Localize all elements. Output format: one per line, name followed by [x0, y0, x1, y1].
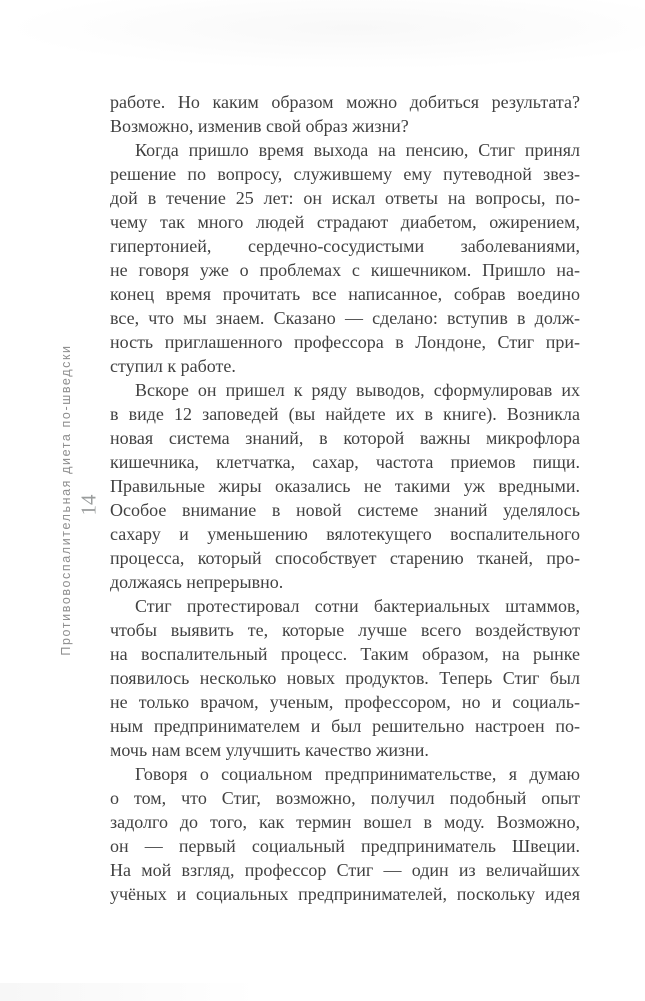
text-line: ным предпринимателем и был решительно настроен по-	[110, 716, 580, 736]
text-line: гипертонией, сердечно-сосудистыми заболеваниями,	[110, 236, 580, 256]
text-line: сахару и уменьшению вялотекущего воспалительного	[110, 524, 580, 544]
text-line: конец время прочитать все написанное, собрав воедино	[110, 284, 580, 304]
scan-artifact	[0, 983, 645, 1001]
text-line: Говоря о социальном предпринимательстве, я думаю	[135, 764, 580, 784]
scan-artifact	[0, 0, 645, 70]
body-text	[110, 90, 580, 906]
text-line: ность приглашенного профессора в Лондоне, Стиг при-	[110, 332, 580, 352]
text-line: На мой взгляд, профессор Стиг — один из величайших	[110, 860, 580, 880]
text-line: Особое внимание в новой системе знаний уделялось	[110, 500, 580, 520]
text-line: дой в течение 25 лет: он искал ответы на вопросы, по-	[110, 188, 580, 208]
text-line: работе. Но каким образом можно добиться результата?	[110, 92, 580, 112]
text-line: чему так много людей страдают диабетом, ожирением,	[110, 212, 580, 232]
text-line: новая система знаний, в которой важны микрофлора	[110, 428, 580, 448]
text-line: Вскоре он пришел к ряду выводов, сформулировав их	[135, 380, 580, 400]
text-line: не говоря уже о проблемах с кишечником. Пришло на-	[110, 260, 580, 280]
text-line: в виде 12 заповедей (вы найдете их в книге). Возникла	[110, 404, 580, 424]
text-line: Стиг протестировал сотни бактериальных штаммов,	[135, 596, 580, 616]
text-line: чтобы выявить те, которые лучше всего воздействуют	[110, 620, 580, 640]
text-line: на воспалительный процесс. Таким образом, на рынке	[110, 644, 580, 664]
text-line: процесса, который способствует старению тканей, про-	[110, 548, 580, 568]
text-line: не только врачом, ученым, профессором, но и социаль-	[110, 692, 580, 712]
book-series-title: Противовоспалительная диета по-шведски	[59, 344, 73, 656]
text-line: должаясь непрерывно.	[110, 572, 284, 592]
text-line: решение по вопросу, служившему ему путеводной звез-	[110, 164, 580, 184]
text-line: о том, что Стиг, возможно, получил подобный опыт	[110, 788, 580, 808]
text-line: задолго до того, как термин вошел в моду. Возможно,	[110, 812, 580, 832]
text-line: все, что мы знаем. Сказано — сделано: вступив в долж-	[110, 308, 580, 328]
text-line: кишечника, клетчатка, сахар, частота приемов пищи.	[110, 452, 580, 472]
text-line: мочь нам всем улучшить качество жизни.	[110, 740, 429, 760]
text-line: ступил к работе.	[110, 356, 236, 376]
text-line: Возможно, изменив свой образ жизни?	[110, 116, 409, 136]
text-line: учёных и социальных предпринимателей, поскольку идея	[110, 884, 580, 904]
text-line: появилось несколько новых продуктов. Теперь Стиг был	[110, 668, 580, 688]
text-line: Правильные жиры оказались не такими уж вредными.	[110, 476, 580, 496]
text-line: Когда пришло время выхода на пенсию, Стиг принял	[135, 140, 580, 160]
page-number: 14	[76, 494, 101, 516]
text-line: он — первый социальный предприниматель Швеции.	[110, 836, 580, 856]
